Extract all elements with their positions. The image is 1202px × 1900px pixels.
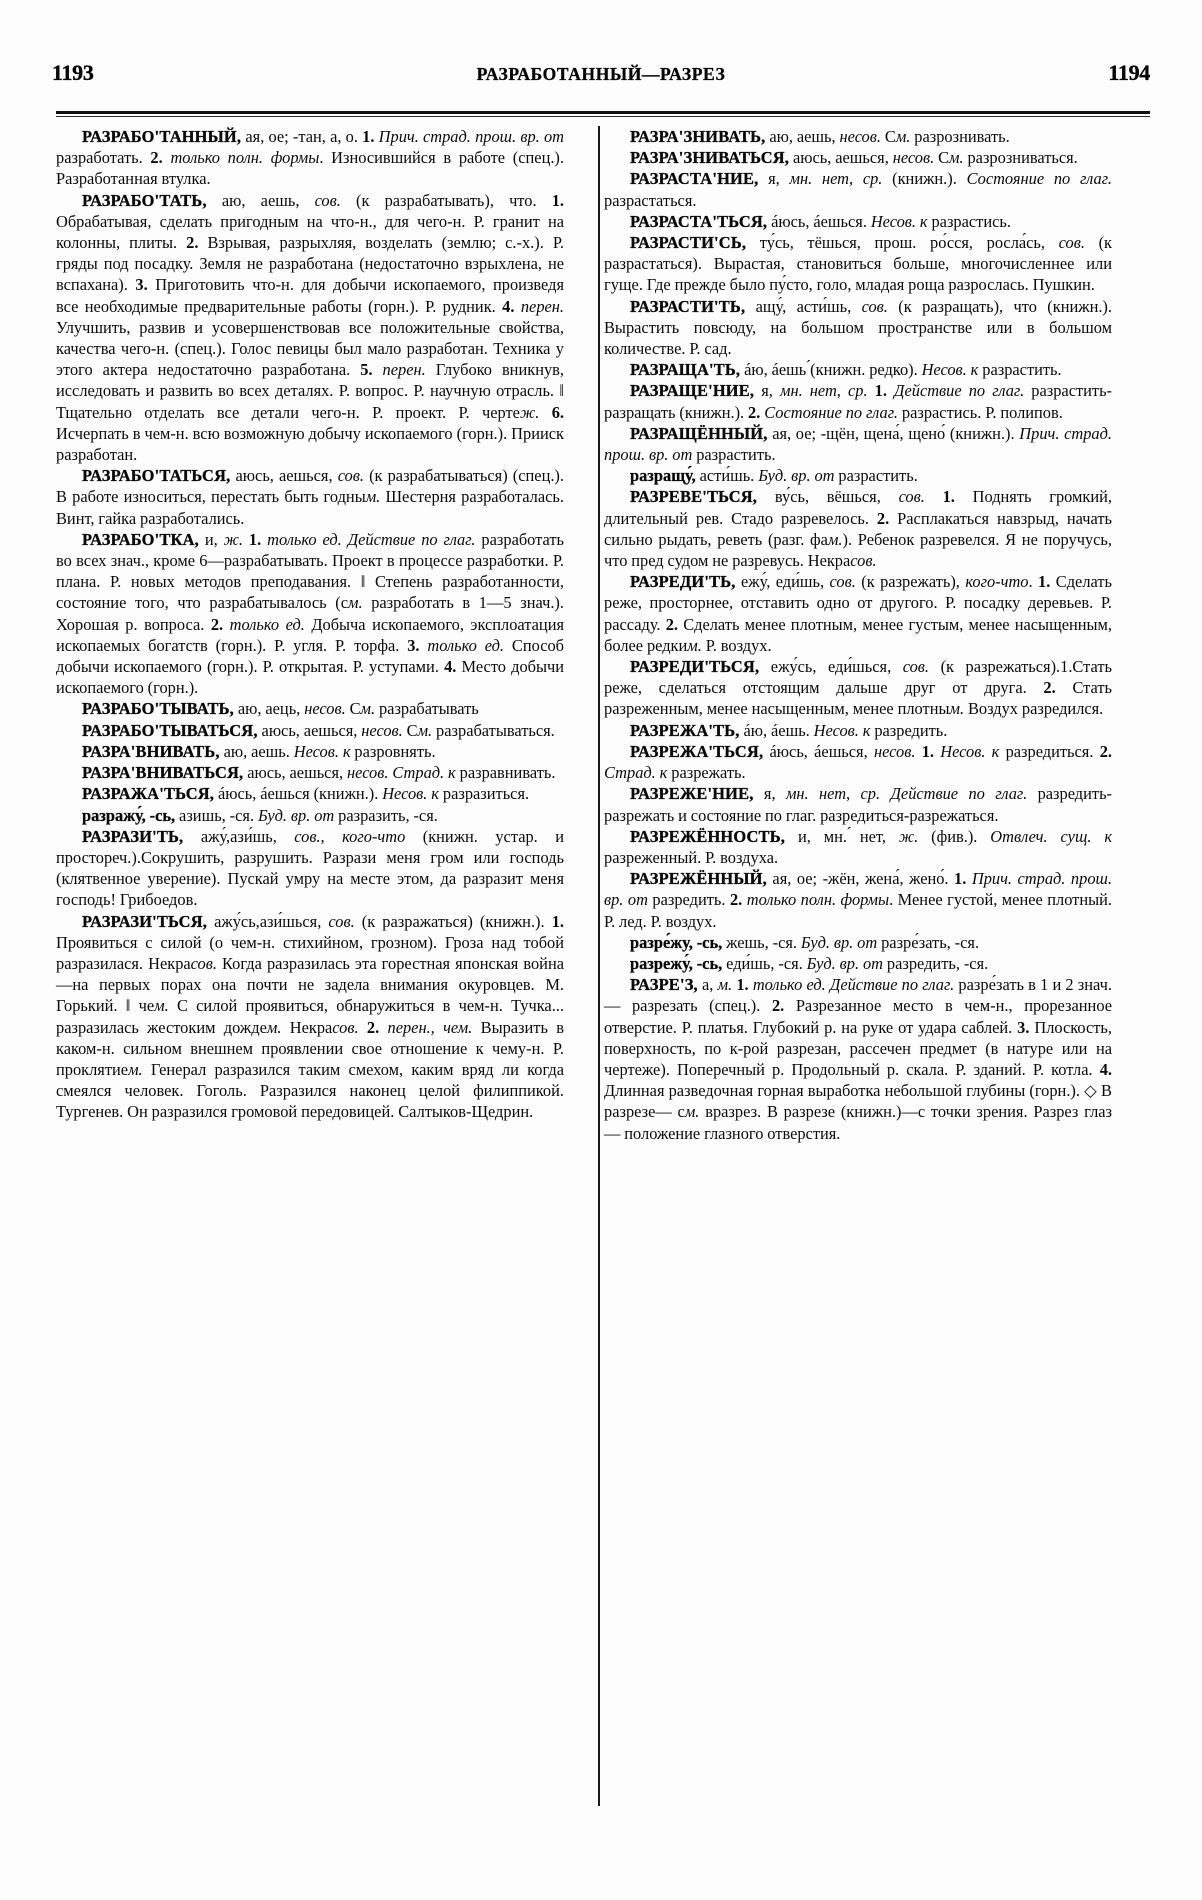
entry-definition: аю, аешь, сов. (к разрабатывать), что. 1. Обрабатывая, сделать пригодным на что-н., для чего-н. Р. гранит на колонны, плиты. 2. Взрывая, разрыхляя, возделать (землю; с.-х.). Р. гряды под посадку. Земля не разработана (недостаточно взрыхлена, не вспахана). 3. Приготовить что-н. для добычи ископаемого, произведя все необходимые предварительные работы (горн.). Р. рудник. 4. перен. Улучшить, развив и усовершенствовав все положительные свойства, качества чего-н. (спец.). Голос певицы был мало разработан. Техника у этого актера недостаточно разработана. 5. перен. Глубоко вникнув, исследовать и развить во всех деталях. Р. вопрос. Р. научную отрасль. ‖ Тщательно отделать все детали чего-н. Р. проект. Р. чертеж. 6. Исчерпать в чем-н. всю возможную добычу ископаемого (горн.). Прииск разработан. — [56, 190, 565, 465]
entry-definition: а, м. 1. только ед. Действие по глаг. разре́зать в 1 и 2 знач. — разрезать (спец.). 2. Разрезанное место в чем-н., прорезанное отверстие. Р. платья. Глубокий р. на руке от удара саблей. 3. Плоскость, поверхность, по к-рой разрезан, рассечен предмет (в натуре или на чертеже). Поперечный р. Продольный р. скала. Р. зданий. Р. котла. 4. Длинная разведочная горная выработка небольшой глубины (горн.). ◇ В разрезе— см. вразрез. В разрезе (книжн.)—с точки зрения. Разрез глаз — положение глазного отверстия. — [604, 975, 1113, 1143]
entry-definition: ажу́сь,ази́шься, сов. (к разражаться) (книжн.). 1. Проявиться с силой (о чем-н. стихийном, грозном). Гроза над тобой разразилася. Некрасов. Когда разразилась эта горестная японская война—на первых порах она почти не задела внимания окуровцев. М. Горький. ‖ чем. С силой проявиться, обнаружиться в чем-н. Тучка... разразилась жестоким дождем. Некрасов. 2. перен., чем. Выразить в каком-н. сильном внешнем проявлении свое отношение к чему-н. Р. проклятием. Генерал разразился таким смехом, каким вряд ли когда смеялся человек. Гоголь. Разразился наконец целой филиппикой. Тургенев. Он разразился громовой передовицей. Салтыков-Щедрин. — [56, 911, 565, 1122]
entry-headword: РАЗРАЗИ'ТЬСЯ, — [82, 911, 208, 931]
entry-headword: разре́жу, -сь, — [630, 932, 723, 952]
dictionary-entry — [56, 783, 564, 804]
entry-definition: азишь, -ся. Буд. вр. от разразить, -ся. — [175, 805, 438, 825]
dictionary-entry — [604, 741, 1112, 783]
dictionary-entry — [604, 168, 1112, 210]
entry-definition: ая, ое; -тан, а, о. 1. Прич. страд. прош. вр. от разработать. 2. только полн. формы. Износившийся в работе (спец.). Разработанная втулка. — [56, 127, 564, 189]
dictionary-entry — [56, 126, 564, 190]
entry-definition: аюсь, аешься, несов. См. разрабатываться. — [257, 720, 555, 740]
dictionary-entry — [604, 656, 1112, 720]
entry-headword: разращу́, — [630, 466, 696, 486]
entry-headword: РАЗРЕЖЕ'НИЕ, — [630, 784, 754, 804]
entry-headword: разражу́, -сь, — [82, 805, 176, 825]
entry-headword: РАЗРЕДИ'ТЬ, — [630, 572, 736, 592]
dictionary-entry — [56, 190, 564, 466]
entry-definition: áю, áешь ́(книжн. редко). Несов. к разрастить. — [740, 360, 1062, 380]
dictionary-entry — [604, 211, 1112, 232]
entry-headword: РАЗРА'ВНИВАТЬ, — [82, 741, 220, 761]
entry-headword: РАЗРАБО'ТЫВАТЬСЯ, — [82, 720, 258, 740]
dictionary-entry — [604, 380, 1112, 422]
dictionary-entry — [604, 571, 1112, 656]
entry-headword: РАЗРЕ'З, — [630, 975, 698, 995]
dictionary-entry — [604, 147, 1112, 168]
entry-definition: аюсь, аешься, несов. Страд. к разравнивать. — [243, 763, 556, 783]
entry-headword: РАЗРАСТА'ТЬСЯ, — [630, 211, 768, 231]
dictionary-entry — [56, 698, 564, 719]
entry-headword: РАЗРАБО'ТАННЫЙ, — [82, 127, 242, 146]
entry-headword: РАЗРАБО'ТЫВАТЬ, — [82, 699, 234, 719]
folio-left: 1193 — [52, 60, 94, 85]
dictionary-entry — [604, 359, 1112, 380]
entry-headword: РАЗРЕЖА'ТЬСЯ, — [630, 741, 764, 761]
running-head — [52, 60, 1150, 94]
entry-headword: РАЗРАЩЕ'НИЕ, — [630, 381, 755, 401]
entry-definition: аю, аешь. Несов. к разровнять. — [219, 741, 436, 761]
dictionary-entry — [604, 296, 1112, 360]
entry-definition: я, мн. нет, ср. Действие по глаг. разредить-разрежать и состояние по глаг. разредиться-разрежаться. — [604, 784, 1112, 825]
entry-definition: ежу́сь, еди́шься, сов. (к разрежаться).1.Стать реже, сделаться отстоящим дальше друг от друга. 2. Стать разреженным, менее насыщенным, менее плотным. Воздух разредился. — [604, 657, 1113, 719]
dictionary-entry — [604, 720, 1112, 741]
entry-definition: ту́сь, тёшься, прош. ро́сся, росла́сь, сов. (к разрастаться). Вырастая, становиться больше, многочисленнее или гуще. Где прежде было пу́сто, голо, младая роща разрослась. Пушкин. — [604, 233, 1112, 295]
left-column — [56, 126, 564, 1144]
dictionary-entry — [56, 529, 564, 699]
entry-definition: áюсь, áешься, несов. 1. Несов. к разредиться. 2. Страд. к разрежать. — [604, 741, 1112, 783]
entry-headword: РАЗРАБО'ТАТЬСЯ, — [82, 466, 231, 486]
entry-definition: я, мн. нет, ср. 1. Действие по глаг. разрастить-разращать (книжн.). 2. Состояние по глаг. разрастись. Р. полипов. — [604, 381, 1113, 422]
entry-headword: РАЗРАСТИ'ТЬ, — [630, 296, 746, 316]
entry-headword: РАЗРАЖА'ТЬСЯ, — [82, 784, 215, 804]
entry-headword: РАЗРАБО'ТКА, — [82, 529, 199, 549]
text-columns — [56, 126, 1150, 1144]
entry-headword: РАЗРАЩА'ТЬ, — [630, 360, 741, 380]
entry-definition: жешь, -ся. Буд. вр. от разре́зать, -ся. — [722, 932, 980, 952]
entry-headword: разрежу́, -сь, — [630, 953, 723, 973]
dictionary-entry — [604, 953, 1112, 974]
dictionary-entry — [604, 783, 1112, 825]
entry-definition: аюсь, аешься, сов. (к разрабатываться) (спец.). В работе износиться, перестать быть годным. Шестерня разработалась. Винт, гайка разработались. — [56, 466, 564, 528]
entry-headword: РАЗРЕЖЁННЫЙ, — [630, 869, 767, 889]
entry-definition: и, ж. 1. только ед. Действие по глаг. разработать во всех знач., кроме 6—разрабатывать. Проект в процессе разработки. Р. плана. Р. новых методов преподавания. ‖ Степень разработанности, состояние того, что разрабатывалось (см. разработать в 1—5 знач.). Хорошая р. вопроса. 2. только ед. Добыча ископаемого, эксплоатация ископаемых богатств (горн.). Р. угля. Р. торфа. 3. только ед. Способ добычи ископаемого (горн.). Р. открытая. Р. уступами. 4. Место добычи ископаемого (горн.). — [56, 529, 565, 698]
entry-definition: аю, аець, несов. См. разрабатывать — [233, 699, 479, 719]
entry-headword: РАЗРЕЖЁННОСТЬ, — [630, 826, 786, 846]
entry-definition: я, мн. нет, ср. (книжн.). Состояние по глаг. разрастаться. — [604, 169, 1112, 210]
dictionary-entry — [604, 486, 1112, 571]
entry-definition: асти́шь. Буд. вр. от разрастить. — [695, 466, 918, 486]
entry-headword: РАЗРА'ЗНИВАТЬСЯ, — [630, 148, 790, 168]
dictionary-entry — [604, 974, 1112, 1144]
dictionary-entry — [56, 805, 564, 826]
entry-definition: и, мн. ́нет, ж. (фив.). Отвлеч. сущ. к разреженный. Р. воздуха. — [604, 826, 1112, 867]
entry-headword: РАЗРЕДИ'ТЬСЯ, — [630, 657, 760, 677]
entry-definition: áю, áешь. Несов. к разредить. — [739, 720, 948, 740]
entry-definition: ежу́, еди́шь, сов. (к разрежать), кого-что. 1. Сделать реже, просторнее, отставить одно от другого. Р. посадку деревьев. Р. рассаду. 2. Сделать менее плотным, менее густым, менее насыщенным, более редким. Р. воздух. — [604, 572, 1112, 655]
running-title: РАЗРАБОТАННЫЙ—РАЗРЕЗ — [476, 64, 726, 84]
dictionary-entry — [604, 932, 1112, 953]
entry-definition: еди́шь, -ся. Буд. вр. от разредить, -ся. — [722, 953, 989, 973]
entry-definition: ая, ое; -жён, жена́, жено́. 1. Прич. страд. прош. вр. от разредить. 2. только полн. формы. Менее густой, менее плотный. Р. лед. Р. воздух. — [604, 869, 1112, 931]
dictionary-entry — [604, 232, 1112, 296]
header-rule-thick — [56, 111, 1150, 114]
entry-headword: РАЗРА'ЗНИВАТЬ, — [630, 127, 766, 146]
entry-definition: áюсь, áешься. Несов. к разрастись. — [767, 211, 1011, 231]
dictionary-entry — [56, 720, 564, 741]
dictionary-entry — [56, 911, 564, 1123]
entry-headword: РАЗРА'ВНИВАТЬСЯ, — [82, 763, 244, 783]
dictionary-entry — [604, 423, 1112, 465]
entry-headword: РАЗРЕВЕ'ТЬСЯ, — [630, 487, 758, 507]
entry-headword: РАЗРАЩЁННЫЙ, — [630, 423, 768, 443]
entry-headword: РАЗРАСТИ'СЬ, — [630, 233, 747, 253]
dictionary-entry — [56, 762, 564, 783]
header-rule-thin — [56, 116, 1150, 117]
dictionary-entry — [604, 826, 1112, 868]
entry-headword: РАЗРАСТА'НИЕ, — [630, 169, 759, 189]
dictionary-entry — [604, 868, 1112, 932]
folio-right: 1194 — [1108, 60, 1150, 85]
entry-headword: РАЗРАБО'ТАТЬ, — [82, 190, 207, 210]
entry-definition: аюсь, аешься, несов. См. разрозниваться. — [789, 148, 1078, 168]
entry-headword: РАЗРЕЖА'ТЬ, — [630, 720, 740, 740]
entry-definition: ая, ое; -щён, щена́, щено́ (книжн.). Прич. страд. прош. вр. от разрастить. — [604, 423, 1112, 465]
entry-definition: ащу́, асти́шь, сов. (к разращать), что (книжн.). Вырастить повсюду, на большом пространстве или в большом количестве. Р. сад. — [604, 296, 1112, 359]
dictionary-entry — [56, 465, 564, 529]
dictionary-entry — [56, 741, 564, 762]
entry-definition: ажу́,ази́шь, сов., кого-что (книжн. устар. и простореч.).Сокрушить, разрушить. Разрази меня гром или господь (клятвенное уверение). Пускай умру на месте этом, да разразит меня господь! Грибоедов. — [56, 826, 565, 910]
entry-definition: ву́сь, вёшься, сов. 1. Поднять громкий, длительный рев. Стадо разревелось. 2. Расплакаться навзрыд, начать сильно рыдать, реветь (разг. фам.). Ребенок разревелся. Я не поручусь, что пред судом не разревусь. Некрасов. — [604, 487, 1112, 571]
right-column — [604, 126, 1112, 1144]
dictionary-entry — [604, 465, 1112, 486]
entry-definition: аю, аешь, несов. См. разрознивать. — [765, 127, 1010, 146]
entry-headword: РАЗРАЗИ'ТЬ, — [82, 826, 184, 846]
dictionary-entry — [56, 826, 564, 911]
dictionary-entry — [604, 126, 1112, 147]
entry-definition: áюсь, áешься (книжн.). Несов. к разразиться. — [214, 784, 530, 804]
